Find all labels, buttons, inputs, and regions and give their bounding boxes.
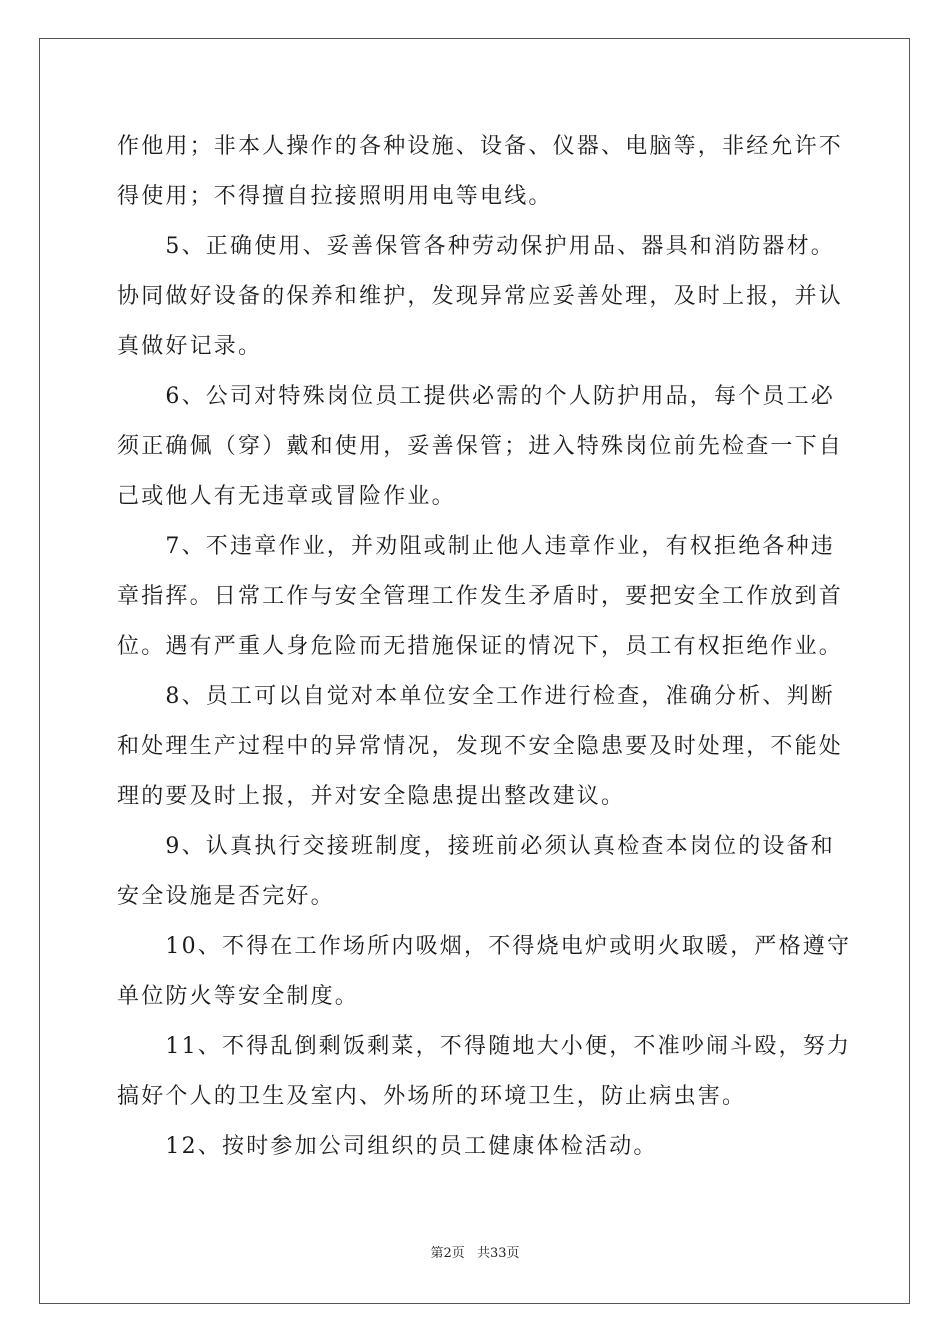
text-line: 单位防火等安全制度。 (117, 984, 360, 1009)
text-line: 6、公司对特殊岗位员工提供必需的个人防护用品，每个员工必 (117, 384, 835, 409)
text-line: 协同做好设备的保养和维护，发现异常应妥善处理，及时上报，并认 (117, 284, 844, 309)
text-line: 5、正确使用、妥善保管各种劳动保护用品、器具和消防器材。 (117, 234, 835, 259)
text-line: 搞好个人的卫生及室内、外场所的环境卫生，防止病虫害。 (117, 1084, 747, 1109)
text-line: 11、不得乱倒剩饭剩菜，不得随地大小便，不准吵闹斗殴，努力 (117, 1034, 852, 1059)
text-line: 己或他人有无违章或冒险作业。 (117, 484, 456, 509)
page-footer (0, 1246, 950, 1262)
text-line: 8、员工可以自觉对本单位安全工作进行检查，准确分析、判断 (117, 684, 835, 709)
text-line: 9、认真执行交接班制度，接班前必须认真检查本岗位的设备和 (117, 834, 835, 859)
text-line: 10、不得在工作场所内吸烟，不得烧电炉或明火取暖，严格遵守 (117, 934, 852, 959)
text-line: 作他用；非本人操作的各种设施、设备、仪器、电脑等，非经允许不 (117, 134, 844, 159)
current-page-number: 第2页 (430, 1246, 465, 1261)
text-line: 7、不违章作业，并劝阻或制止他人违章作业，有权拒绝各种违 (117, 534, 835, 559)
text-line: 位。遇有严重人身危险而无措施保证的情况下，员工有权拒绝作业。 (117, 634, 844, 659)
text-line: 得使用；不得擅自拉接照明用电等电线。 (117, 184, 553, 209)
text-line: 和处理生产过程中的异常情况，发现不安全隐患要及时处理，不能处 (117, 734, 844, 759)
text-line: 须正确佩（穿）戴和使用，妥善保管；进入特殊岗位前先检查一下自 (117, 434, 844, 459)
text-line: 章指挥。日常工作与安全管理工作发生矛盾时，要把安全工作放到首 (117, 584, 844, 609)
document-body (117, 122, 852, 1172)
text-line: 理的要及时上报，并对安全隐患提出整改建议。 (117, 784, 626, 809)
text-line: 真做好记录。 (117, 334, 263, 359)
text-line: 安全设施是否完好。 (117, 884, 335, 909)
text-line: 12、按时参加公司组织的员工健康体检活动。 (117, 1134, 658, 1159)
total-pages: 共33页 (476, 1246, 520, 1261)
